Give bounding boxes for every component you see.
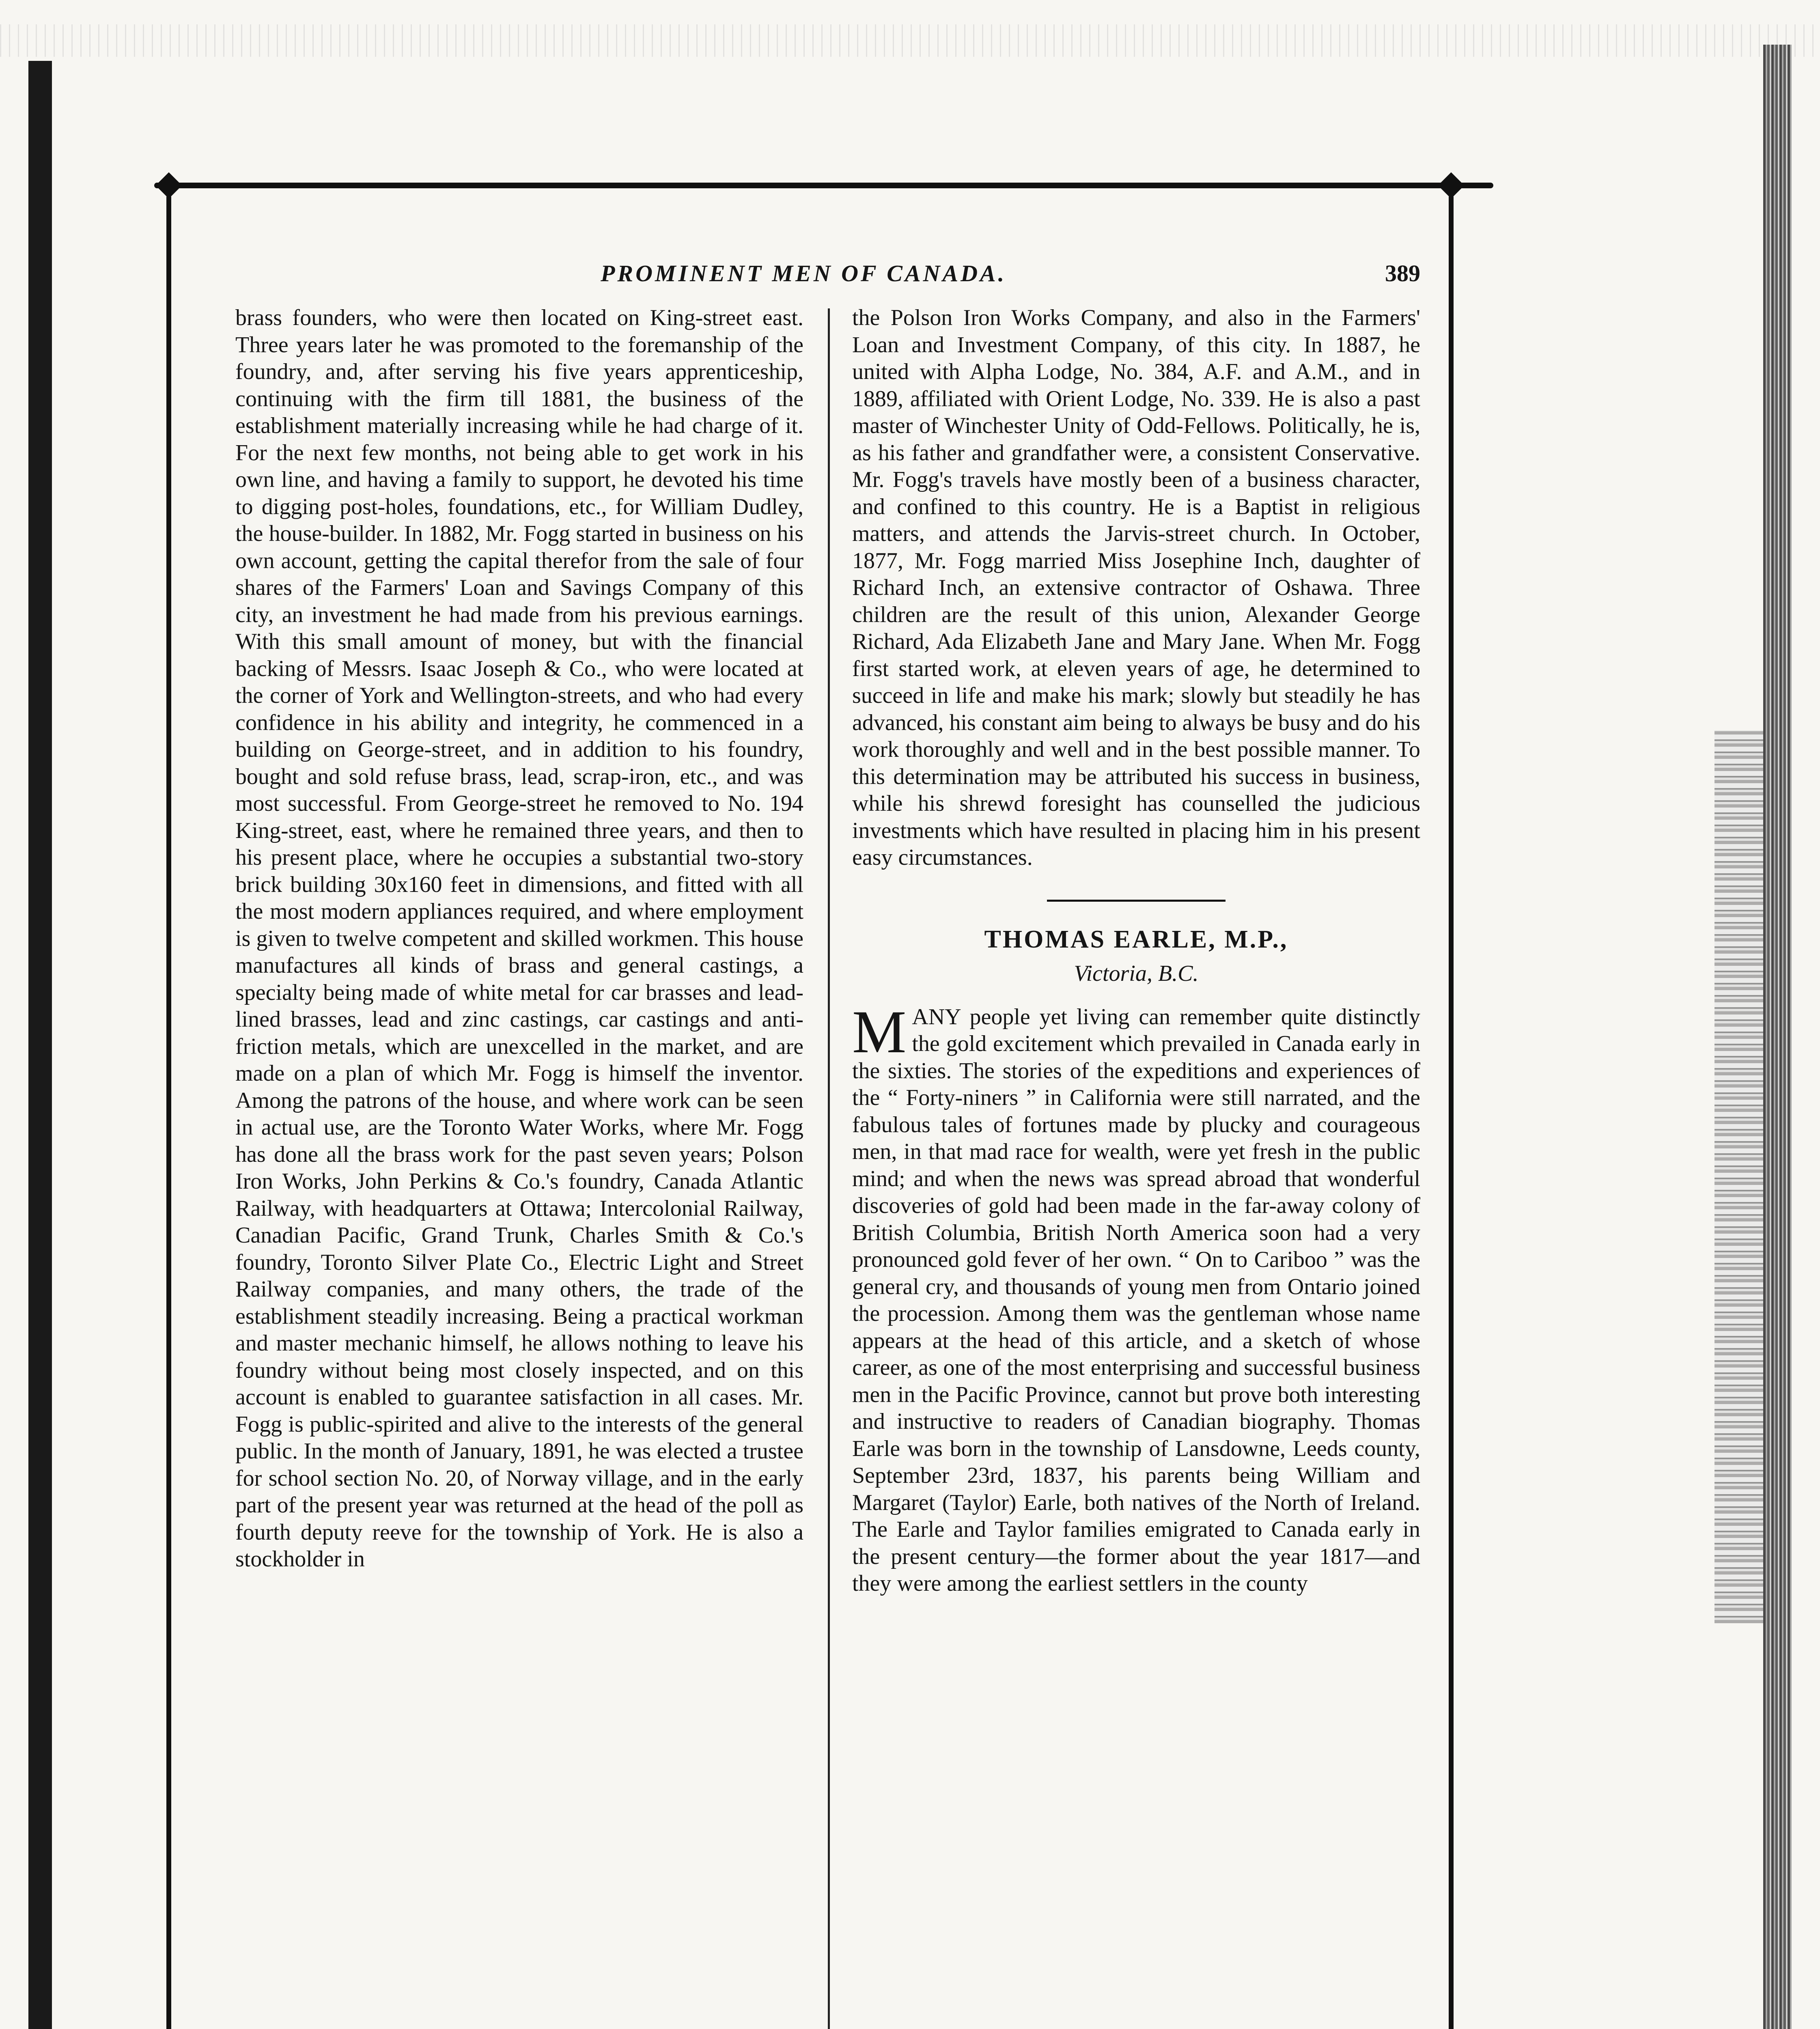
- corner-ornament-top-left: [155, 172, 182, 198]
- left-column-text: brass founders, who were then located on King-street east. Three years later he was promoted to the foremanship of the foundry, and, after serving his five years apprenticeship, continuing with the firm till 1881, the business of the establishment materially increasing while he had charge of it. For the next few months, not being able to get work in his own line, and having a family to support, he devoted his time to digging post-holes, foundations, etc., for William Dudley, the house-builder. In 1882, Mr. Fogg started in business on his own account, getting the capital therefor from the sale of four shares of the Farmers' Loan and Savings Company of this city, an investment he had made from his previous earnings. With this small amount of money, but with the financial backing of Messrs. Isaac Joseph & Co., who were located at the corner of York and Wellington-streets, and who had every confidence in his ability and integrity, he commenced in a building on George-street, and in addition to his foundry, bought and sold refuse brass, lead, scrap-iron, etc., and was most successful. From George-street he removed to No. 194 King-street, east, where he remained three years, and then to his present place, where he occupies a substantial two-story brick building 30x160 feet in dimensions, and fitted with all the most modern appliances required, and where employment is given to twelve competent and skilled workmen. This house manufactures all kinds of brass and general castings, a specialty being made of white metal for car brasses and lead-lined brasses, lead and zinc castings, car castings and anti-friction metals, which are unexcelled in the market, and are made on a plan of which Mr. Fogg is himself the inventor. Among the patrons of the house, and where work can be seen in actual use, are the Toronto Water Works, where Mr. Fogg has done all the brass work for the past seven years; Polson Iron Works, John Perkins & Co.'s foundry, Canada Atlantic Railway, with headquarters at Ottawa; Intercolonial Railway, Canadian Pacific, Grand Trunk, Charles Smith & Co.'s foundry, Toronto Silver Plate Co., Electric Light and Street Railway companies, and many others, the trade of the establishment steadily increasing. Being a practical workman and master mechanic himself, he allows nothing to leave his foundry without being most closely inspected, and on this account is enabled to guarantee satisfaction in all cases. Mr. Fogg is public-spirited and alive to the interests of the general public. In the month of January, 1891, he was elected a trustee for school section No. 20, of Norway village, and in the early part of the present year was returned at the head of the poll as fourth deputy reeve for the township of York. He is also a stockholder in: [235, 305, 803, 1572]
- scan-noise-right: [1714, 730, 1763, 1623]
- left-column: [235, 304, 803, 1573]
- page-header: [235, 252, 1420, 300]
- scan-noise-top: [0, 24, 1820, 57]
- border-left-rule: [166, 195, 171, 2029]
- border-top-rule: [154, 183, 1493, 188]
- page-number: 389: [1385, 260, 1420, 286]
- article-subtitle: Victoria, B.C.: [1074, 961, 1199, 986]
- continuation-text: the Polson Iron Works Company, and also in the Farmers' Loan and Investment Company, of this city. In 1887, he united with Alpha Lodge, No. 384, A.F. and A.M., and in 1889, affiliated with Orient Lodge, No. 339. He is also a past master of Winchester Unity of Odd-Fellows. Politically, he is, as his father and grandfather were, a consistent Conservative. Mr. Fogg's travels have mostly been of a business character, and confined to this country. He is a Baptist in religious matters, and attends the Jarvis-street church. In October, 1877, Mr. Fogg married Miss Josephine Inch, daughter of Richard Inch, an extensive contractor of Oshawa. Three children are the result of this union, Alexander George Richard, Ada Elizabeth Jane and Mary Jane. When Mr. Fogg first started work, at eleven years of age, he determined to succeed in life and make his mark; slowly but steadily he has advanced, his constant aim being to always be busy and do his work thoroughly and well and in the best possible manner. To this determination may be attributed his success in business, while his shrewd foresight has counselled the judicious investments which have resulted in placing him in his present easy circumstances.: [852, 305, 1420, 870]
- section-divider: [1047, 900, 1226, 902]
- article-body: [852, 998, 1420, 1597]
- text-columns: [235, 304, 1420, 2029]
- drop-cap: M: [852, 998, 907, 1066]
- running-head: PROMINENT MEN OF CANADA.: [601, 260, 1007, 286]
- scan-edge-right: [1763, 45, 1792, 2029]
- scan-edge-left: [28, 61, 52, 2029]
- border-right-rule: [1449, 195, 1454, 2029]
- article-text: ANY people yet living can remember quite distinctly the gold excitement which prevailed in Canada early in the sixties. The stories of the expeditions and experiences of the “ Forty-niners ” in California were still narrated, and the fabulous tales of fortunes made by plucky and courageous men, in that mad race for wealth, were yet fresh in the public mind; and when the news was spread abroad that wonderful discoveries of gold had been made in the far-away colony of British Columbia, British North America soon had a very pronounced gold fever of her own. “ On to Cariboo ” was the general cry, and thousands of young men from Ontario joined the procession. Among them was the gentleman whose name appears at the head of this article, and a sketch of whose career, as one of the most enterprising and successful business men in the Pacific Province, cannot but prove both interesting and instructive to readers of Canadian biography. Thomas Earle was born in the township of Lansdowne, Leeds county, September 23rd, 1837, his parents being William and Margaret (Taylor) Earle, both natives of the North of Ireland. The Earle and Taylor families emigrated to Canada early in the present century—the former about the year 1817—and they were among the earliest settlers in the county: [852, 1004, 1420, 1596]
- corner-ornament-top-right: [1438, 172, 1464, 198]
- article-title: THOMAS EARLE, M.P.,: [984, 925, 1288, 953]
- right-column: [852, 304, 1420, 1597]
- column-divider: [828, 308, 830, 2029]
- book-page: [235, 252, 1420, 1596]
